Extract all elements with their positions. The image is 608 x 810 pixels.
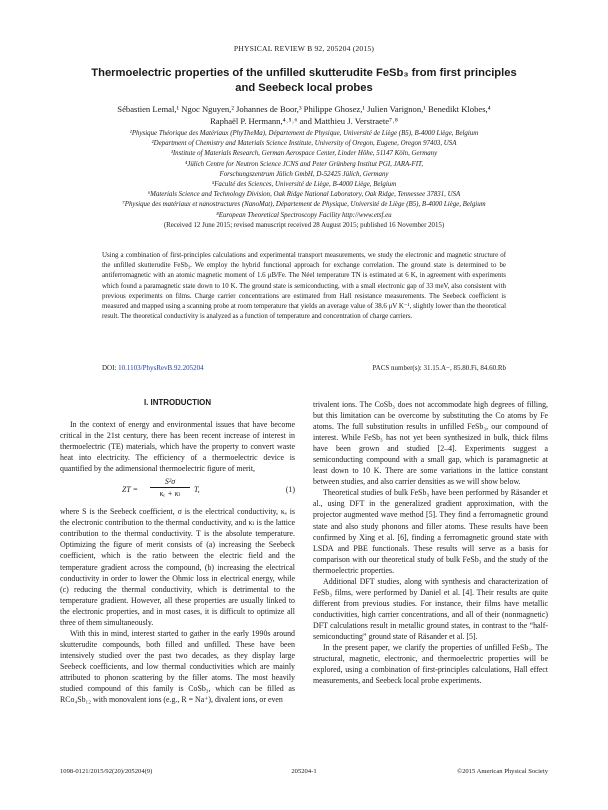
paragraph: With this in mind, interest started to gather in the early 1990s around skutterudite compounds, both filled and unfilled. These have been intensively studied over the past two decades, as they display large Seebeck coefficients, and low thermal conductivities which are mainly attributed to phonon scattering by the filler atoms. The most heavily studied compound of this family is CoSb₃, which can be filled as RCo₄Sb₁₂ with monovalent ions (e.g., R = Na⁺), divalent ions, or even (60, 628, 295, 705)
section-title: I. INTRODUCTION (143, 398, 212, 407)
affiliation: Forschungszentrum Jülich GmbH, D-52425 Jülich, Germany (219, 170, 389, 178)
paragraph: In the present paper, we clarify the properties of unfilled FeSb₃. The structural, magnetic, electronic, and thermoelectric properties will be explored, using a combination of first-principles calculations, Hall effect measurements, and Seebeck local probe experiments. (313, 643, 548, 686)
affiliation: ³Institute of Materials Research, German Aerospace Center, Linder Höhe, 51147 Köln, Germany (170, 150, 438, 158)
equation-numerator: S²σ (150, 476, 190, 488)
copyright: ©2015 American Physical Society (457, 768, 548, 775)
affiliation: ¹Physique Théorique des Matériaux (PhyTheMa), Département de Physique, Université de Liège (B5), B-4000 Liège, Belgium (129, 130, 479, 137)
paragraph: trivalent ions. The CoSb₃ does not accommodate high degrees of filling, but this limitation can be overcome by substituting the Co atoms by Fe atoms. The full substitution results in unfilled FeSb₃, our compound of interest. While FeSb₃ has not yet been synthesized in bulk, thick films have been grown and studied [2–4]. Experiments suggest a semiconducting compound with a small gap, which is paramagnetic at least down to 10 K. There are some variations in the lattice constant between studies, and also carrier densities as we will show below. (313, 400, 548, 487)
pacs-numbers: PACS number(s): 31.15.A−, 85.80.Fi, 84.60.Rb (372, 364, 506, 372)
equation-number: (1) (285, 485, 295, 495)
journal-header: PHYSICAL REVIEW B 92, 205204 (2015) (233, 44, 375, 53)
paragraph: where S is the Seebeck coefficient, σ is the electrical conductivity, κₑ is the electronic contribution to the thermal conductivity, and κₗ is the lattice contribution to the thermal conductivity. T is the absolute temperature. Optimizing the figure of merit consists of (a) increasing the Seebeck coefficient, which is the ratio between the electric field and the temperature gradient across the compound, (b) increasing the electrical conductivity in order to lower the Ohmic loss in electrical energy, while (c) reducing the thermal conductivity, which is detrimental to the temperature gradient. However, all these properties are usually linked to the electronic properties, and in most cases, it is difficult to optimize all three of them simultaneously. (60, 507, 295, 627)
affiliation: ⁵Faculté des Sciences, Université de Liège, B-4000 Liège, Belgium (211, 181, 397, 189)
equation-fraction (150, 476, 190, 499)
page-footer (60, 768, 548, 775)
received-dates: (Received 12 June 2015; revised manuscript received 28 August 2015; published 16 November 2015) (163, 221, 445, 229)
affiliation: ⁸European Theoretical Spectroscopy Facility http://www.etsf.eu (216, 211, 392, 219)
author-list (50, 104, 558, 127)
equation-denominator: κₑ + κₗ (159, 489, 181, 499)
doi-link[interactable]: 10.1103/PhysRevB.92.205204 (118, 364, 204, 372)
title-line-1: Thermoelectric properties of the unfilled skutterudite FeSb₃ from first principles (91, 67, 517, 79)
right-column (313, 399, 548, 686)
affiliation: ⁴Jülich Centre for Neutron Science JCNS and Peter Grünberg Institut PGI, JARA-FIT, (184, 160, 424, 168)
paper-title (60, 66, 548, 95)
paragraph: Additional DFT studies, along with synthesis and characterization of FeSb₃ films, were performed by Daniel et al. [4]. Their results are quite different from previous studies. For instance, their films have metallic conductivities, high carrier concentrations, and all of their (nonmagnetic) DFT calculations result in metallic ground states, in contrast to the “half-semiconducting” ground state of Räsander et al. [5]. (313, 576, 548, 641)
affiliation: ⁷Physique des matériaux et nanostructures (NanoMat), Département de Physique, Université de Liège (B5), B-4000 Liège, Belgium (122, 201, 486, 209)
paragraph: In the context of energy and environmental issues that have become critical in the 21st century, there has been recent increase of interest in thermoelectric (TE) materials, which have the property to convert waste heat into electricity. The efficiency of a thermoelectric device is quantified by the adimensional thermoelectric figure of merit, (60, 420, 295, 474)
authors-line-1: Sébastien Lemal,¹ Ngoc Nguyen,² Johannes de Boor,³ Philippe Ghosez,¹ Julien Varignon,¹ Benedikt Klobes,⁴ (117, 104, 491, 114)
left-column (60, 397, 295, 705)
page-number: 205204-1 (291, 768, 317, 775)
affiliation: ²Department of Chemistry and Materials Science Institute, University of Oregon, Eugene, Oregon 97403, USA (151, 140, 457, 148)
doi-row (102, 364, 506, 372)
title-line-2: and Seebeck local probes (235, 81, 373, 94)
affiliations (30, 129, 578, 231)
paragraph: Theoretical studies of bulk FeSb₃ have been performed by Räsander et al., using DFT in the generalized gradient approximation, with the projector augmented wave method [5]. They find a ferromagnetic ground state and also study phonons and filler atoms. These results have been confirmed by Xing et al. [6], finding a ferromagnetic ground state with LSDA and PBE functionals. These results will serve as a basis for comparison with our theoretical study of bulk FeSb₃ and the study of the thermoelectric properties. (313, 488, 548, 575)
affiliation: ⁶Materials Science and Technology Division, Oak Ridge National Laboratory, Oak Ridge, Tennessee 37831, USA (147, 191, 461, 199)
authors-line-2: Raphaël P. Hermann,⁴˒⁵˒⁶ and Matthieu J. Verstraete⁷˒⁸ (210, 115, 398, 126)
equation-tail: T, (194, 485, 200, 495)
equation-1 (60, 476, 295, 502)
footer-code: 1098-0121/2015/92(20)/205204(9) (60, 768, 153, 775)
equation-lhs: ZT = (122, 485, 138, 495)
doi-label: DOI: (102, 364, 117, 372)
abstract: Using a combination of first-principles calculations and experimental transport measurements, we study the electronic and magnetic structure of the unfilled skutterudite FeSb₃. We employ the hybrid functional approach for exchange correlation. The ground state is determined to be antiferromagnetic with an atomic magnetic moment of 1.6 μB/Fe. The Néel temperature TN is estimated at 6 K, in agreement with experiments which found a paramagnetic state down to 10 K. The ground state is semiconducting, with a small electronic gap of 33 meV, also consistent with previous experiments on films. Charge carrier concentrations are estimated from Hall resistance measurements. The Seebeck coefficient is measured and mapped using a scanning probe at room temperature that yields an average value of 38.6 μV K⁻¹, slightly lower than the theoretical result. The theoretical conductivity is analyzed as a function of temperature and concentration of charge carriers. (102, 252, 506, 321)
